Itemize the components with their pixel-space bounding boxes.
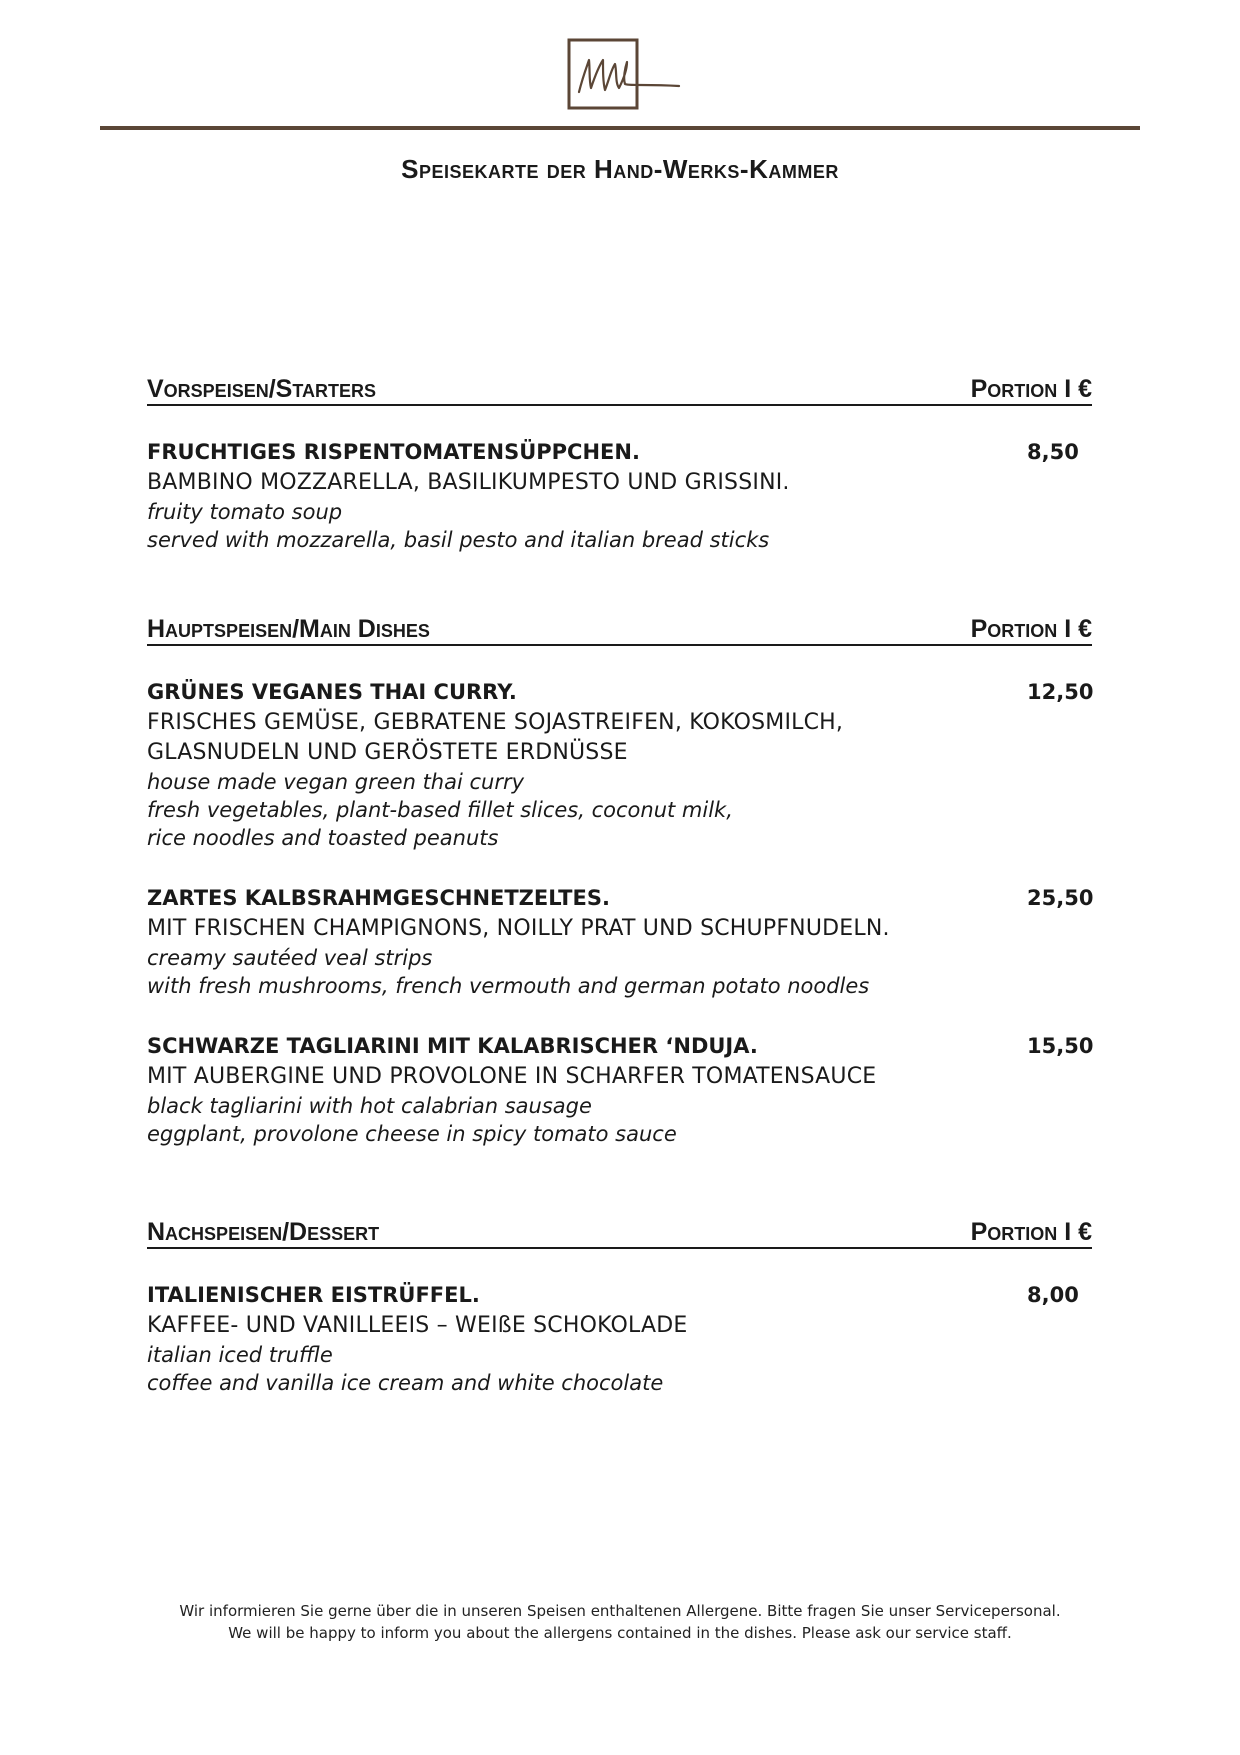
dish-price: 15,50 [1027, 1034, 1094, 1058]
dish-title: ZARTES KALBSRAHMGESCHNETZELTES. [147, 886, 610, 910]
section-header-dessert [147, 1213, 1092, 1249]
allergen-notice [0, 1600, 1240, 1644]
dish-description-de: BAMBINO MOZZARELLA, BASILIKUMPESTO UND GRISSINI. [147, 470, 790, 495]
dish-description-en: italian iced truffle [147, 1343, 333, 1367]
dish-description-en: fruity tomato soup [147, 500, 343, 524]
dish-description-en: fresh vegetables, plant-based fillet slices, coconut milk, [147, 798, 733, 822]
page-title: Speisekarte der Hand-Werks-Kammer [401, 154, 839, 184]
dish-description-en: house made vegan green thai curry [147, 770, 525, 794]
dish-description-en: black tagliarini with hot calabrian sausage [147, 1094, 592, 1118]
dish-description-de: FRISCHES GEMÜSE, GEBRATENE SOJASTREIFEN, KOKOSMILCH, [147, 710, 844, 735]
dish-description-de: KAFFEE- UND VANILLEEIS – WEIßE SCHOKOLADE [147, 1313, 688, 1338]
menu-item [147, 676, 1092, 852]
section-title: Hauptspeisen/Main Dishes [147, 615, 430, 643]
section-title: Vorspeisen/Starters [147, 375, 376, 403]
dish-price: 25,50 [1027, 886, 1094, 910]
monogram-logo-icon [549, 36, 701, 122]
portion-column-label: Portion I € [970, 615, 1092, 643]
menu-item [147, 436, 1092, 554]
dish-description-en: coffee and vanilla ice cream and white chocolate [147, 1371, 664, 1395]
dish-price: 8,50 [1027, 440, 1079, 464]
header-divider [100, 126, 1140, 130]
portion-column-label: Portion I € [970, 375, 1092, 403]
section-header-main-dishes [147, 610, 1092, 646]
dish-title: FRUCHTIGES RISPENTOMATENSÜPPCHEN. [147, 440, 640, 464]
allergen-notice-en: We will be happy to inform you about the allergens contained in the dishes. Please ask our service staff. [228, 1624, 1012, 1642]
dish-description-en: with fresh mushrooms, french vermouth and german potato noodles [147, 974, 870, 998]
dish-price: 8,00 [1027, 1283, 1079, 1307]
dish-description-de: MIT AUBERGINE UND PROVOLONE IN SCHARFER TOMATENSAUCE [147, 1064, 877, 1089]
dish-description-en: served with mozzarella, basil pesto and italian bread sticks [147, 528, 770, 552]
dish-description-en: eggplant, provolone cheese in spicy tomato sauce [147, 1122, 677, 1146]
dish-title: ITALIENISCHER EISTRÜFFEL. [147, 1283, 480, 1307]
section-header-starters [147, 370, 1092, 406]
dish-description-en: creamy sautéed veal strips [147, 946, 433, 970]
dish-title: GRÜNES VEGANES THAI CURRY. [147, 680, 517, 704]
section-title: Nachspeisen/Dessert [147, 1218, 380, 1246]
allergen-notice-de: Wir informieren Sie gerne über die in unseren Speisen enthaltenen Allergene. Bitte fragen Sie unser Servicepersonal. [179, 1602, 1061, 1620]
dish-description-en: rice noodles and toasted peanuts [147, 826, 499, 850]
dish-title: SCHWARZE TAGLIARINI MIT KALABRISCHER ‘NDUJA. [147, 1034, 758, 1058]
menu-item [147, 1030, 1092, 1148]
menu-item [147, 1279, 1092, 1397]
menu-item [147, 882, 1092, 1000]
dish-price: 12,50 [1027, 680, 1094, 704]
dish-description-de: GLASNUDELN UND GERÖSTETE ERDNÜSSE [147, 740, 628, 765]
dish-description-de: MIT FRISCHEN CHAMPIGNONS, NOILLY PRAT UND SCHUPFNUDELN. [147, 916, 890, 941]
portion-column-label: Portion I € [970, 1218, 1092, 1246]
